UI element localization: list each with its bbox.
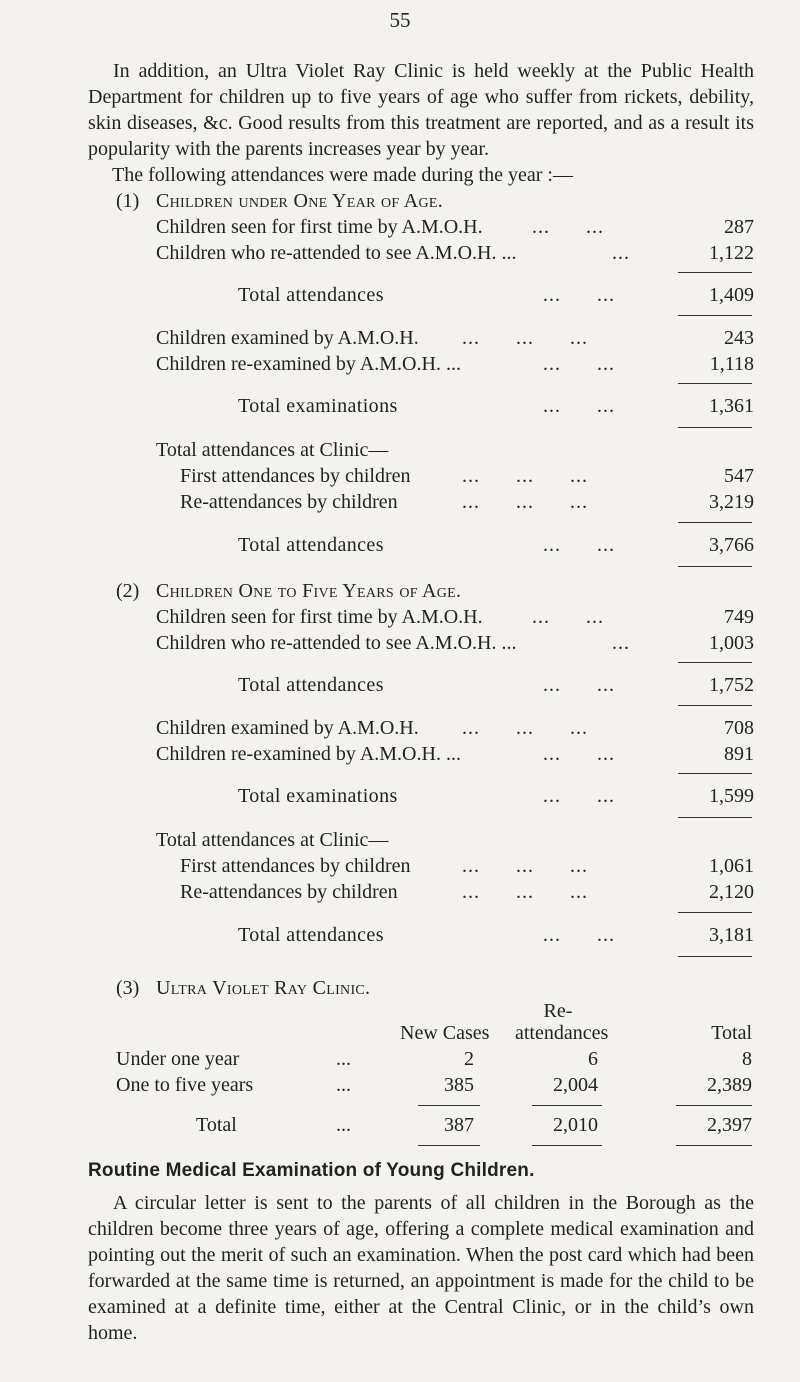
s2-first-attendances-row: First attendances by children ... ... ... 1,061: [180, 855, 754, 877]
row-label: Total attendances: [238, 284, 384, 306]
s2-clinic-heading: [156, 829, 754, 855]
uv-row-re: 2,004: [553, 1074, 598, 1096]
divider: [678, 427, 752, 428]
uv-total-label: Total: [196, 1114, 237, 1136]
s2-examined-row: Children examined by A.M.O.H. ... ... ... 708: [156, 717, 754, 739]
row-label: Children seen for first time by A.M.O.H.: [156, 606, 483, 628]
s2-re-attendances-row: Re-attendances by children ... ... ... 2,120: [180, 881, 754, 903]
s1-examined-row: Children examined by A.M.O.H. ... ... ... 243: [156, 327, 754, 349]
row-value: 287: [724, 216, 754, 238]
row-value: 749: [724, 606, 754, 628]
uv-row-label: One to five years: [116, 1074, 254, 1096]
divider: [418, 1105, 480, 1106]
divider: [676, 1105, 752, 1106]
divider: [676, 1145, 752, 1146]
intro-paragraph: In addition, an Ultra Violet Ray Clinic is held weekly at the Public Health Department for children up to five years of age who suffer from rickets, debility, skin diseases, &c. Good results from this treatment are reported, and as a result its popularity with the parents increases year by year.: [88, 60, 754, 160]
row-value: 547: [724, 465, 754, 487]
uv-row-total: 2,389: [707, 1074, 752, 1096]
s2-reexamined-row: Children re-examined by A.M.O.H. ... ... ... 891: [156, 743, 754, 765]
uv-row-new: 385: [444, 1074, 474, 1096]
s1-total-examinations-row: Total examinations ... ... 1,361: [238, 395, 754, 417]
uv-row-label: Under one year: [116, 1048, 240, 1070]
uv-row-new: 2: [464, 1048, 474, 1070]
row-label: Children examined by A.M.O.H.: [156, 327, 419, 349]
row-label: Children seen for first time by A.M.O.H.: [156, 216, 483, 238]
divider: [678, 272, 752, 273]
divider: [532, 1105, 602, 1106]
s1-re-attendances-row: Re-attendances by children ... ... ... 3,219: [180, 491, 754, 513]
divider: [678, 912, 752, 913]
section2-title: Children One to Five Years of Age.: [156, 580, 462, 602]
s2-total-attendances-row: Total attendances ... ... 1,752: [238, 674, 754, 696]
s2-reattended-row: Children who re-attended to see A.M.O.H. ... ... 1,003: [156, 632, 754, 654]
s2-seen-first-row: Children seen for first time by A.M.O.H. ... ... 749: [156, 606, 754, 628]
row-value: 1,599: [709, 785, 754, 807]
col-header-re-line1: Re-: [543, 1000, 573, 1022]
row-label: Children examined by A.M.O.H.: [156, 717, 419, 739]
divider: [678, 817, 752, 818]
row-value: 891: [724, 743, 754, 765]
document-page: 55 In addition, an Ultra Violet Ray Clinic is held weekly at the Public Health Department for children up to five years of age who suffer from rickets, debility, skin diseases, &c. Good results from this treatment are reported, and as a result its popularity with the parents increases year by year. The following attendances were made during the year :— (1) Children under One Year of Age. Children seen for first time by A.M.O.H. ... ... 287 Children who re-attended to see A.M.O.H. ... ... 1,122 Total attendances ... ... 1,409 Children examined by A.M.O.H. ... ... ... 243 Children re-examined by A.M.O.H. ... ... ... 1,118 Total examinations ... ... 1,361 Total attendances at Clinic— First attendances by children ... ... ... 547 Re-attendances by children ... ... ... 3,219 Total attendances ... ... 3,766 (2) Children One to Five Years of Age. Children seen for first time by A.M.O.H. ... ... 749 Children who re-attended to see A.M.O.H. ... ... 1,003 Total attendances ... ... 1,752 Children examined by A.M.O.H. ... ... ... 708 Children re-examined by A.M.O.H. ... ... ... 891 Total examinations ... ... 1,599 Total attendances at Clinic— First attendances by children ... ... ... 1,061 Re-attendances by children ... ... ... 2,120 Total attendances ... ... 3,181 (3) Ultra Violet Ray Clinic. Re- New Cases attendances Total Under one year ... 2 6 8 One to five years ... 385 2,004 2,389 Total ... 387 2,010 2,397 Routine Medical Examination of Young Children. A circular letter is sent to the parents of all children in the Borough as the children become three years of age, offering a complete medical examination and pointing out the merit of such an examination. When the post card which had been forwarded at the same time is returned, an appointment is made for the child to be examined at a definite time, either at the Central Clinic, or in the child’s own home.: [0, 0, 800, 1382]
divider: [532, 1145, 602, 1146]
row-label: Total examinations: [238, 395, 398, 417]
section3-heading: [116, 977, 370, 1000]
s2-clinic-total-row: Total attendances ... ... 3,181: [238, 924, 754, 946]
row-value: 3,181: [709, 924, 754, 946]
row-value: 1,409: [709, 284, 754, 306]
col-header-total: Total: [711, 1022, 752, 1044]
row-label: Children who re-attended to see A.M.O.H. ...: [156, 632, 517, 654]
row-label: Children re-examined by A.M.O.H. ...: [156, 353, 461, 375]
col-header-new-cases: New Cases: [400, 1022, 490, 1044]
s1-first-attendances-row: First attendances by children ... ... ... 547: [180, 465, 754, 487]
uv-total-new: 387: [444, 1114, 474, 1136]
row-label: Children re-examined by A.M.O.H. ...: [156, 743, 461, 765]
s1-reexamined-row: Children re-examined by A.M.O.H. ... ... ... 1,118: [156, 353, 754, 375]
s1-total-attendances-row: Total attendances ... ... 1,409: [238, 284, 754, 306]
s1-reattended-row: Children who re-attended to see A.M.O.H. ... ... 1,122: [156, 242, 754, 264]
section1-number: (1): [116, 190, 140, 212]
s1-seen-first-row: Children seen for first time by A.M.O.H. ... ... 287: [156, 216, 754, 238]
divider: [678, 383, 752, 384]
row-value: 708: [724, 717, 754, 739]
divider: [418, 1145, 480, 1146]
row-label: Children who re-attended to see A.M.O.H. ...: [156, 242, 517, 264]
row-value: 1,003: [709, 632, 754, 654]
attendances-intro: The following attendances were made during the year :—: [112, 164, 573, 186]
row-value: 1,061: [709, 855, 754, 877]
row-label: Total attendances at Clinic—: [156, 439, 389, 461]
row-value: 3,219: [709, 491, 754, 513]
divider: [678, 705, 752, 706]
row-value: 1,118: [709, 353, 754, 375]
divider: [678, 773, 752, 774]
section2-heading: [116, 580, 461, 603]
row-label: First attendances by children: [180, 855, 411, 877]
section2-number: (2): [116, 580, 140, 602]
row-value: 1,122: [709, 242, 754, 264]
row-label: Total attendances at Clinic—: [156, 829, 389, 851]
row-label: Re-attendances by children: [180, 491, 398, 513]
row-value: 3,766: [709, 534, 754, 556]
row-value: 243: [724, 327, 754, 349]
divider: [678, 522, 752, 523]
row-label: Total examinations: [238, 785, 398, 807]
section1-title: Children under One Year of Age.: [156, 190, 443, 212]
col-header-re-line2: attendances: [515, 1022, 609, 1044]
row-label: First attendances by children: [180, 465, 411, 487]
routine-section-title: Routine Medical Examination of Young Children.: [88, 1160, 535, 1181]
uv-total-total: 2,397: [707, 1114, 752, 1136]
section3-number: (3): [116, 977, 140, 999]
s1-clinic-total-row: Total attendances ... ... 3,766: [238, 534, 754, 556]
s1-clinic-heading: [156, 439, 754, 465]
uv-row-re: 6: [588, 1048, 598, 1070]
uv-row-total: 8: [742, 1048, 752, 1070]
row-label: Total attendances: [238, 534, 384, 556]
row-label: Re-attendances by children: [180, 881, 398, 903]
s2-total-examinations-row: Total examinations ... ... 1,599: [238, 785, 754, 807]
row-value: 2,120: [709, 881, 754, 903]
row-value: 1,361: [709, 395, 754, 417]
uv-total-re: 2,010: [553, 1114, 598, 1136]
section1-heading: [116, 190, 443, 213]
row-label: Total attendances: [238, 924, 384, 946]
routine-paragraph: A circular letter is sent to the parents of all children in the Borough as the children become three years of age, offering a complete medical examination and pointing out the merit of such an examination. When the post card which had been forwarded at the same time is returned, an appointment is made for the child to be examined at a definite time, either at the Central Clinic, or in the child’s own home.: [88, 1192, 754, 1344]
row-value: 1,752: [709, 674, 754, 696]
page-number: 55: [389, 8, 411, 32]
divider: [678, 956, 752, 957]
divider: [678, 566, 752, 567]
section3-title: Ultra Violet Ray Clinic.: [156, 977, 371, 999]
row-label: Total attendances: [238, 674, 384, 696]
divider: [678, 315, 752, 316]
divider: [678, 662, 752, 663]
